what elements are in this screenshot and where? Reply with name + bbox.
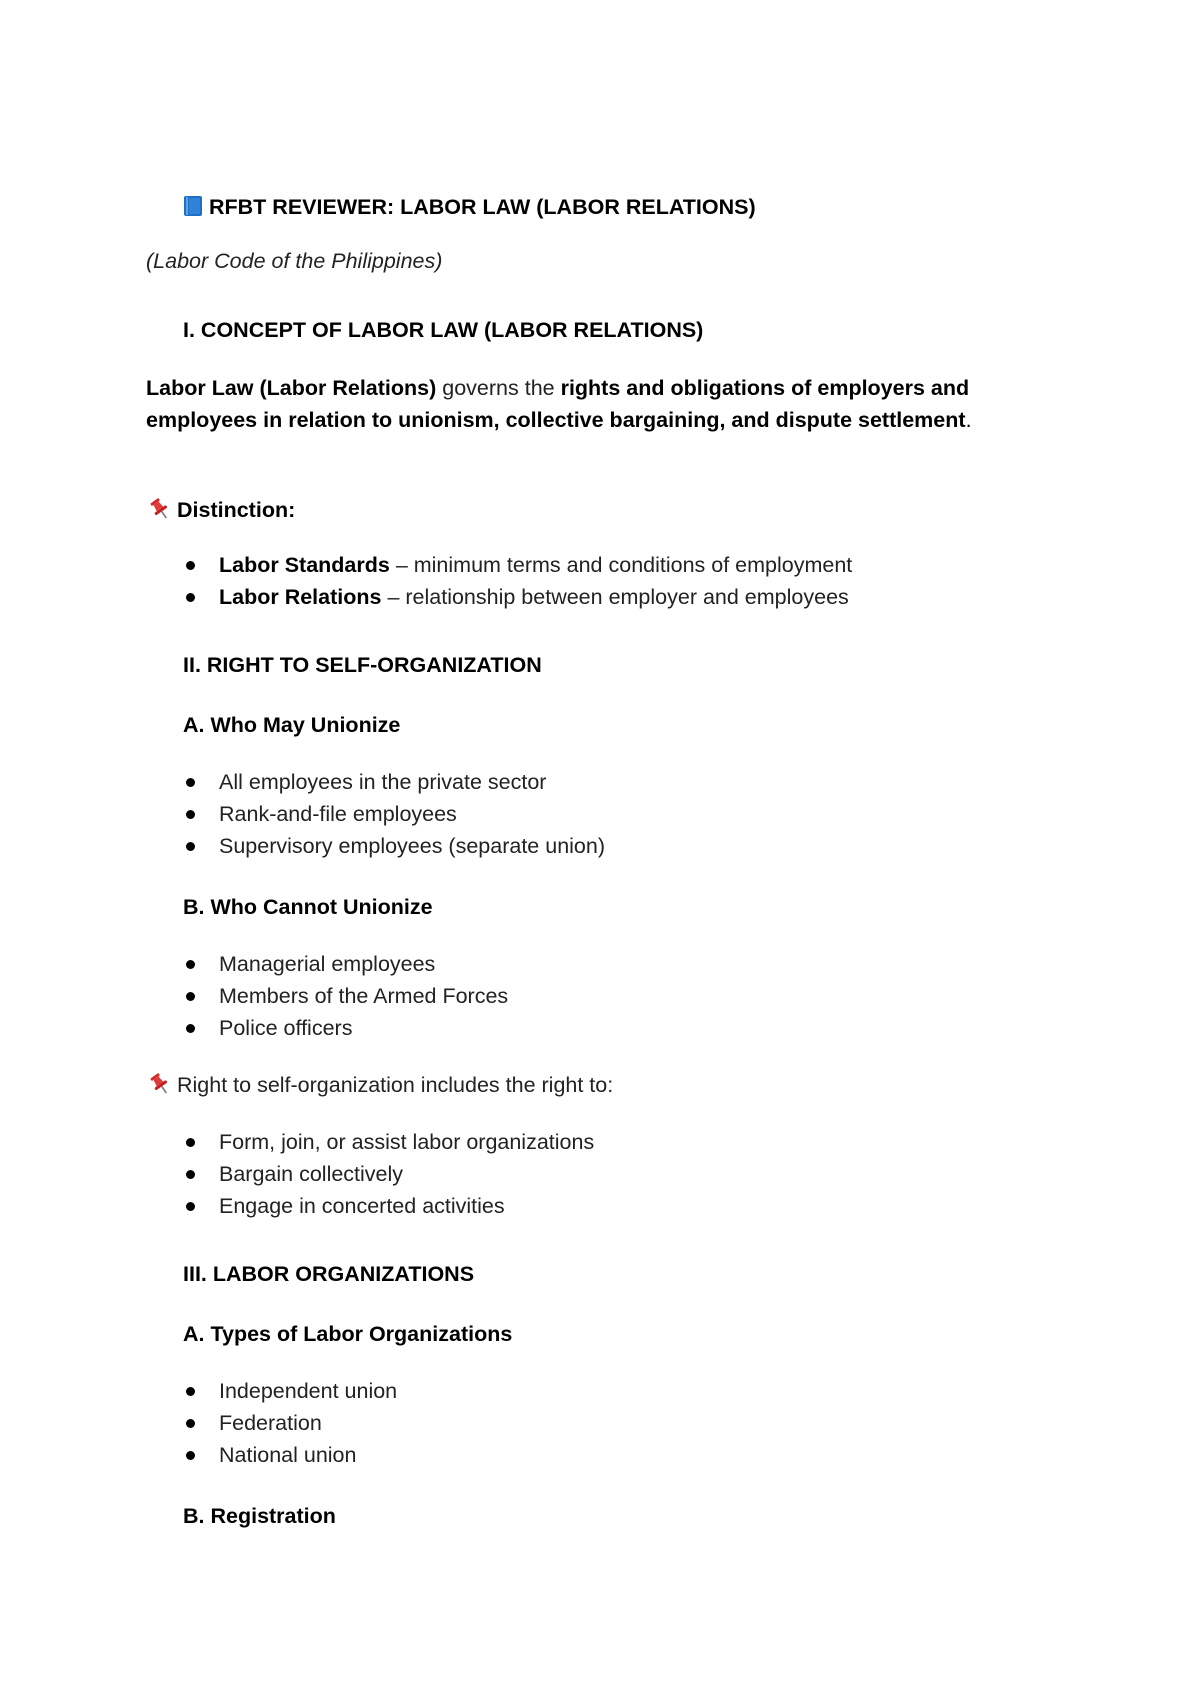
list-item: Independent union <box>219 1379 398 1403</box>
list-item: Bargain collectively <box>219 1162 404 1186</box>
bullet-icon <box>186 561 195 570</box>
intro-term: Labor Law (Labor Relations) <box>146 376 437 400</box>
bullet-icon <box>186 1419 195 1428</box>
section-1-heading: I. CONCEPT OF LABOR LAW (LABOR RELATIONS) <box>183 318 704 342</box>
section-2-heading: II. RIGHT TO SELF-ORGANIZATION <box>183 653 542 677</box>
list-item: Members of the Armed Forces <box>219 984 509 1008</box>
list-item: Rank-and-file employees <box>219 802 457 826</box>
bullet-icon <box>186 593 195 602</box>
bullet-icon <box>186 960 195 969</box>
list-item: Form, join, or assist labor organizations <box>219 1130 595 1154</box>
list-item: Labor Standards – minimum terms and conditions of employment <box>219 553 853 577</box>
bullet-icon <box>186 842 195 851</box>
bullet-icon <box>186 1387 195 1396</box>
list-item: All employees in the private sector <box>219 770 547 794</box>
subsection-3b-heading: B. Registration <box>183 1504 336 1528</box>
list-item: Labor Relations – relationship between employer and employees <box>219 585 849 609</box>
list-item: Federation <box>219 1411 322 1435</box>
intro-paragraph <box>146 372 1046 436</box>
subsection-2b-heading: B. Who Cannot Unionize <box>183 895 433 919</box>
bullet-icon <box>186 992 195 1001</box>
pushpin-icon <box>146 1072 174 1096</box>
document-title: RFBT REVIEWER: LABOR LAW (LABOR RELATIONS) <box>209 195 756 219</box>
list-item: Police officers <box>219 1016 353 1040</box>
bullet-icon <box>186 1202 195 1211</box>
intro-end: . <box>965 408 972 432</box>
bullet-icon <box>186 778 195 787</box>
distinction-line <box>146 496 295 524</box>
document-subtitle: (Labor Code of the Philippines) <box>146 249 443 273</box>
intro-verb: governs the <box>436 376 561 400</box>
pushpin-icon <box>146 497 174 521</box>
blue-book-icon <box>183 195 203 217</box>
subsection-2a-heading: A. Who May Unionize <box>183 713 401 737</box>
bullet-icon <box>186 1170 195 1179</box>
intro-emphasis: rights and obligations of employers and employees in relation to unionism, collective bargaining, and dispute settlement <box>146 376 970 432</box>
document-title-line <box>183 193 756 221</box>
distinction-label: Distinction: <box>177 498 296 522</box>
list-item: Managerial employees <box>219 952 436 976</box>
rights-note-line <box>146 1071 613 1099</box>
section-3-heading: III. LABOR ORGANIZATIONS <box>183 1262 475 1286</box>
rights-note: Right to self-organization includes the right to: <box>177 1073 614 1097</box>
subsection-3a-heading: A. Types of Labor Organizations <box>183 1322 513 1346</box>
bullet-icon <box>186 1138 195 1147</box>
bullet-icon <box>186 1451 195 1460</box>
bullet-icon <box>186 1024 195 1033</box>
list-item: Supervisory employees (separate union) <box>219 834 606 858</box>
list-item: National union <box>219 1443 357 1467</box>
bullet-icon <box>186 810 195 819</box>
list-item: Engage in concerted activities <box>219 1194 505 1218</box>
